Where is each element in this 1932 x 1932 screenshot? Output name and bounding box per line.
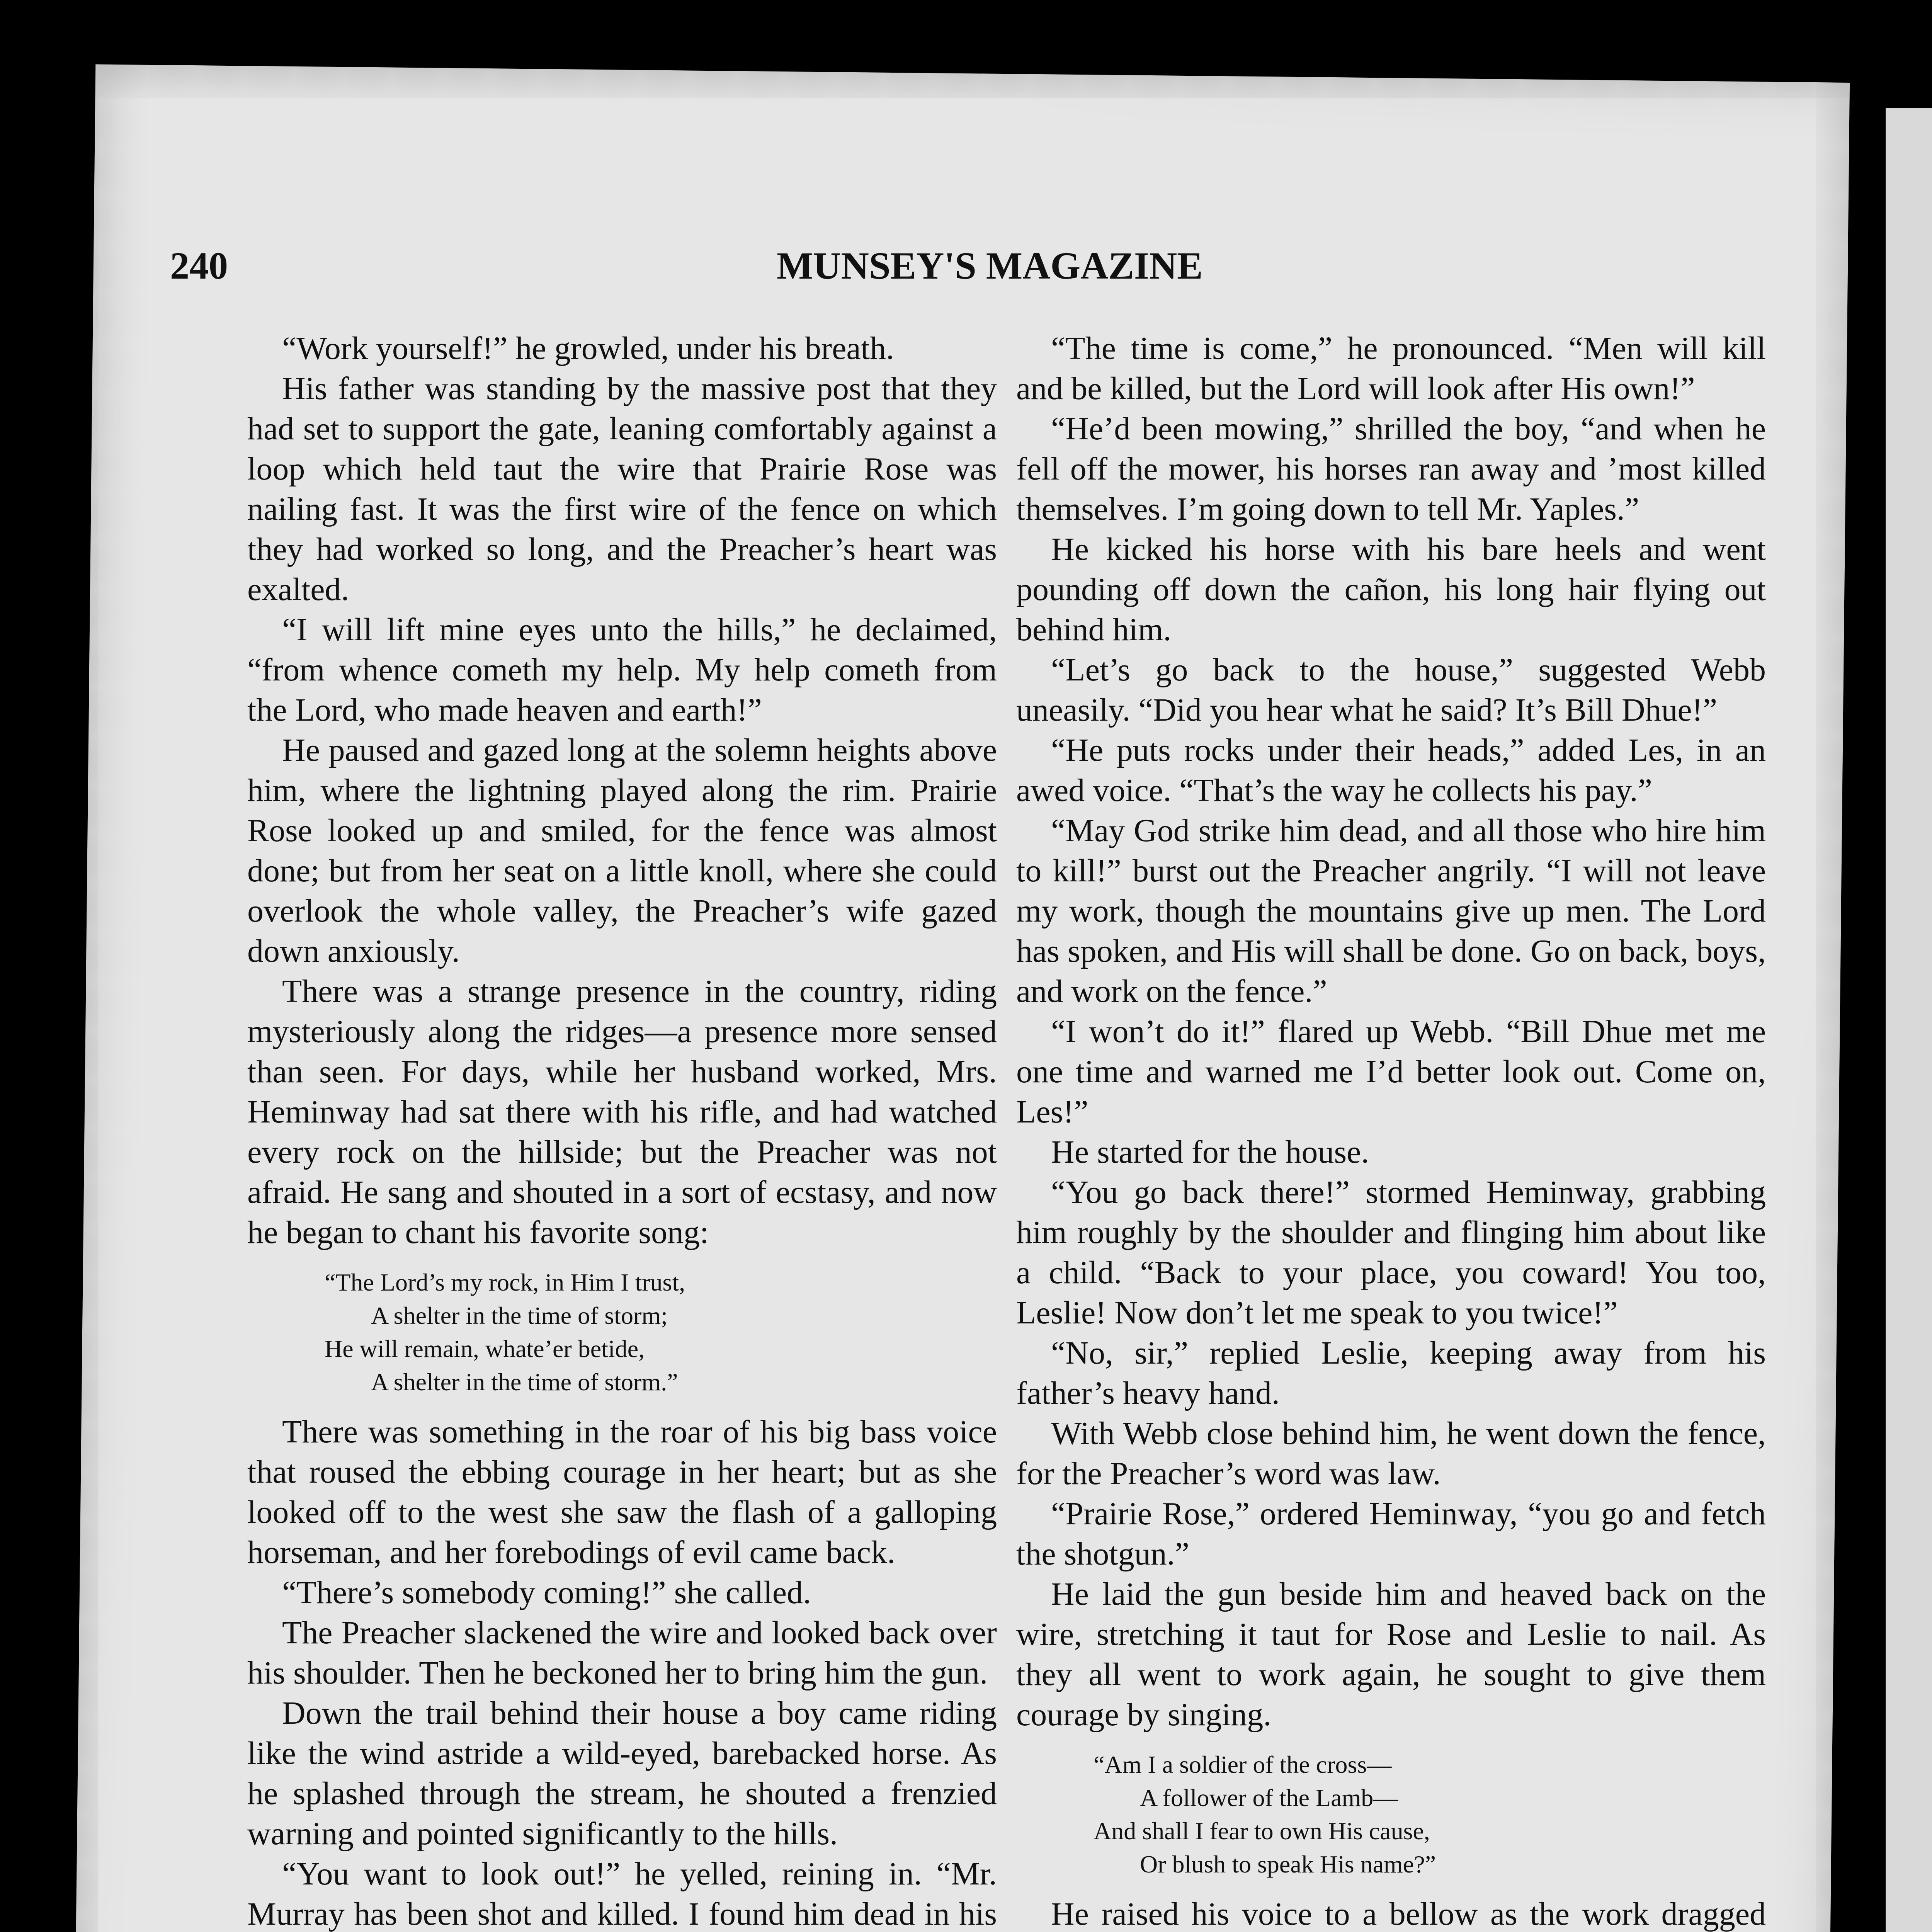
verse-line: And shall I fear to own His cause, — [1094, 1817, 1430, 1845]
paragraph: Down the trail behind their house a boy came riding like the wind astride a wild-eyed, barebacked horse. As he splashed through the stream, he shouted a frenzied warning and pointed significantly to the hills. — [247, 1695, 997, 1852]
paragraph: He raised his voice to a bellow as the work dragged — [1051, 1896, 1766, 1932]
next-page-edge — [1886, 108, 1932, 1932]
paragraph: He kicked his horse with his bare heels and went pounding off down the cañon, his long hair flying out behind him. — [1016, 531, 1766, 648]
paragraph: He paused and gazed long at the solemn heights above him, where the lightning played along the rim. Prairie Rose looked up and smiled, for the fence was almost done; but from her seat on a little knoll, where she could overlook the whole valley, the Preacher’s wife gazed down anxiously. — [247, 732, 997, 969]
paragraph: “May God strike him dead, and all those who hire him to kill!” burst out the Preacher angrily. “I will not leave my work, though the mountains give up men. The Lord has spoken, and His will shall be done. Go on back, boys, and work on the fence.” — [1016, 813, 1766, 1009]
paragraph: “You want to look out!” he yelled, reining in. “Mr. Murray has been shot and killed. I found him dead in his — [247, 1856, 997, 1932]
paragraph: “He puts rocks under their heads,” added Les, in an awed voice. “That’s the way he collects his pay.” — [1016, 732, 1766, 808]
paragraph: “You go back there!” stormed Heminway, grabbing him roughly by the shoulder and flinging him about like a child. “Back to your place, you coward! You too, Leslie! Now don’t let me speak to you twice!” — [1016, 1174, 1766, 1331]
left-column — [247, 328, 997, 1932]
paragraph: There was a strange presence in the country, riding mysteriously along the ridges—a presence more sensed than seen. For days, while her husband worked, Mrs. Heminway had sat there with his rifle, and had watched every rock on the hillside; but the Preacher was not afraid. He sang and shouted in a sort of ecstasy, and now he began to chant his favorite song: — [247, 973, 997, 1250]
paragraph: The Preacher slackened the wire and looked back over his shoulder. Then he beckoned her to bring him the gun. — [247, 1615, 997, 1691]
paragraph: With Webb close behind him, he went down the fence, for the Preacher’s word was law. — [1016, 1415, 1766, 1492]
right-column — [1016, 328, 1766, 1932]
verse-line: “The Lord’s my rock, in Him I trust, — [325, 1269, 685, 1296]
paragraph: “Prairie Rose,” ordered Heminway, “you go and fetch the shotgun.” — [1016, 1496, 1766, 1572]
paragraph: “I will lift mine eyes unto the hills,” he declaimed, “from whence cometh my help. My help cometh from the Lord, who made heaven and earth!” — [247, 612, 997, 728]
verse-line: He will remain, whate’er betide, — [325, 1335, 645, 1362]
verse-line: Or blush to speak His name?” — [1140, 1850, 1436, 1878]
paragraph: There was something in the roar of his big bass voice that roused the ebbing courage in her heart; but as she looked off to the west she saw the flash of a galloping horseman, and her forebodings of evil came back. — [247, 1414, 997, 1570]
paragraph: “I won’t do it!” flared up Webb. “Bill Dhue met me one time and warned me I’d better look out. Come on, Les!” — [1016, 1014, 1766, 1130]
paragraph: “The time is come,” he pronounced. “Men will kill and be killed, but the Lord will look after His own!” — [1016, 330, 1766, 406]
verse-line: “Am I a soldier of the cross— — [1094, 1751, 1392, 1778]
running-title: MUNSEY'S MAGAZINE — [777, 244, 1203, 287]
paragraph: “Let’s go back to the house,” suggested Webb uneasily. “Did you hear what he said? It’s Bill Dhue!” — [1016, 652, 1766, 728]
paragraph: “No, sir,” replied Leslie, keeping away from his father’s heavy hand. — [1016, 1335, 1766, 1411]
verse-block — [325, 1266, 997, 1399]
verse-line: A shelter in the time of storm; — [371, 1302, 668, 1329]
verse-line: A follower of the Lamb— — [1140, 1784, 1398, 1811]
paragraph: His father was standing by the massive post that they had set to support the gate, leaning comfortably against a loop which held taut the wire that Prairie Rose was nailing fast. It was the first wire of the fence on which they had worked so long, and the Preacher’s heart was exalted. — [247, 371, 997, 607]
page-header — [170, 243, 1754, 290]
page-number: 240 — [170, 244, 228, 287]
paragraph: “He’d been mowing,” shrilled the boy, “and when he fell off the mower, his horses ran away and ’most killed themselves. I’m going down to tell Mr. Yaples.” — [1016, 411, 1766, 527]
verse-block — [1094, 1748, 1766, 1881]
paragraph: He started for the house. — [1051, 1134, 1369, 1170]
verse-line: A shelter in the time of storm.” — [371, 1368, 678, 1396]
paragraph: “There’s somebody coming!” she called. — [282, 1575, 811, 1611]
paragraph: “Work yourself!” he growled, under his breath. — [282, 330, 895, 366]
paragraph: He laid the gun beside him and heaved back on the wire, stretching it taut for Rose and Leslie to nail. As they all went to work again, he sought to give them courage by singing. — [1016, 1576, 1766, 1733]
